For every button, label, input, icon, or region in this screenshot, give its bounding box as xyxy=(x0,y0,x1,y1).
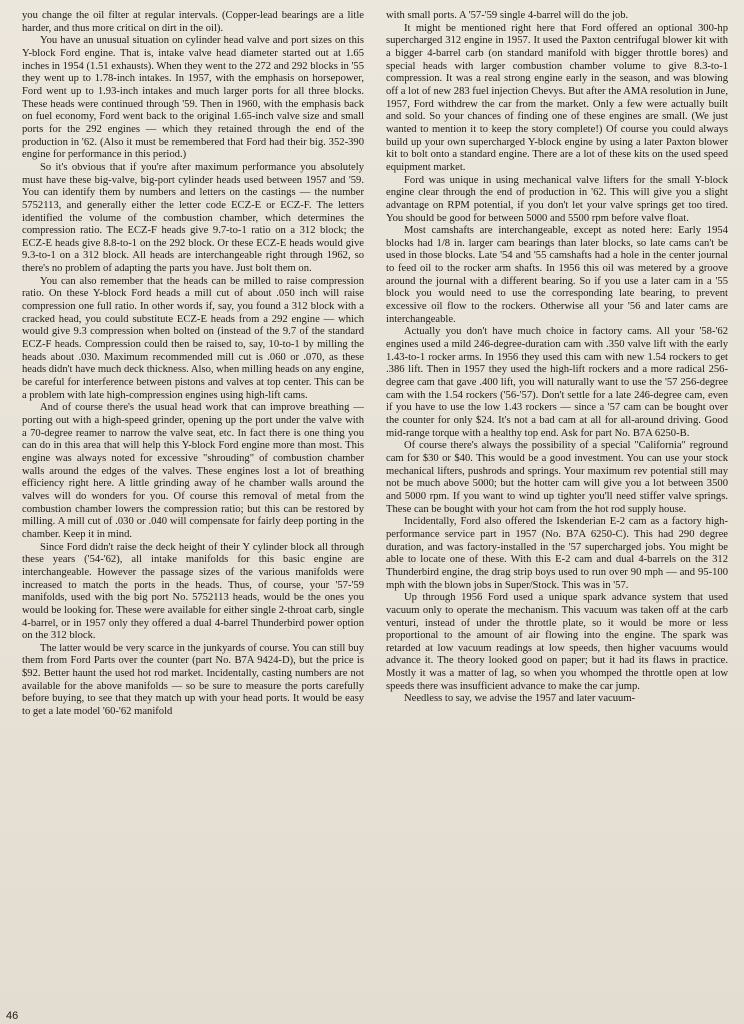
paragraph: Ford was unique in using mechanical valve lifters for the small Y-block engine clear through the end of production in '62. This will give you a slight advantage on RPM potential, if you don't let your valve springs get too tired. You should be good for between 5000 and 5500 rpm before valve float. xyxy=(386,174,728,224)
paragraph: Since Ford didn't raise the deck height of their Y cylinder block all through these years ('54-'62), all intake manifolds for this basic engine are interchangeable. However the passage sizes of the various manifolds were increased to match the ports in the heads. Thus, of course, your '57-'59 manifolds, used with the big port No. 5752113 heads, would be the ones you would be looking for. These were available for either single 2-throat carb, single 4-barrel, or in 1957 only they offered a dual 4-barrel Thunderbird power option on the 312 block. xyxy=(22,541,364,642)
paragraph: with small ports. A '57-'59 single 4-barrel will do the job. xyxy=(386,10,629,21)
paragraph: It might be mentioned right here that Ford offered an optional 300-hp supercharged 312 engine in 1957. It used the Paxton centrifugal blower kit with a bigger 4-barrel carb (on standard manifold with bigger throttle bores) and special heads with larger combustion chamber volume to give 8.3-to-1 compression. It was a real strong engine early in the season, and was blowing off a lot of new 283 fuel injection Chevys. But after the AMA resolution in June, 1957, Ford withdrew the car from the market. Only a few were actually built and sold. So your chances of finding one of these engines are small. (We just wanted to mention it to keep the story complete!) Of course you could always build up your own supercharged Y-block engine by using a later Paxton blower kit to bolt onto a standard engine. There are a lot of these kits on the used speed equipment market. xyxy=(386,22,728,173)
paragraph: The latter would be very scarce in the junkyards of course. You can still buy them from Ford Parts over the counter (part No. B7A 9424-D), but the price is $92. Better haunt the used hot rod market. Incidentally, casting numbers are not available for the above manifolds — so be sure to measure the ports carefully before buying, to see that they match up with your head ports. It would be easy to get a late model '60-'62 manifold xyxy=(22,642,364,718)
paragraph: Needless to say, we advise the 1957 and later vacuum- xyxy=(404,693,636,705)
paragraph: you change the oil filter at regular intervals. (Copper-lead bearings are a litle harder, and thus more critical on dirt in the oil). xyxy=(22,10,364,34)
paragraph: You can also remember that the heads can be milled to raise compression ratio. On these Y-block Ford heads a mill cut of about .050 inch will raise compression one full ratio. In other words if, say, you found a 312 block with a cracked head, you could substitute ECZ-E heads from a 292 engine — which would give 9.3 compression when bolted on (instead of the 9.7 of the standard ECZ-F heads. Compression could then be raised to, say, 10-to-1 by milling the heads about .030. Maximum recommended mill cut is .060 or .070, as these heads didn't have much deck thickness. Also, when milling heads on any engine, be careful for interference between pistons and valves at top center. This can be a problem with late high-compression engines using high-lift cams. xyxy=(22,275,364,401)
paragraph: And of course there's the usual head work that can improve breathing — porting out with a high-speed grinder, opening up the port under the valve with a 70-degree reamer to narrow the valve seat, etc. In fact there is one thing you can do in this area that will help this Y-block Ford engine more than most. This engine was always noted for excessive "shrouding" of combustion chamber walls around the edges of the valves. These engines lost a lot of breathing efficiency right here. A little grinding away of he chamber walls around the valves will do wonders for you. Of course this removal of metal from the combustion chamber lowers the compression ratio; but this can be restored by milling. A mill cut of .030 or .040 will compensate for fairly deep porting in the chamber. Keep it in mind. xyxy=(22,402,364,540)
left-column xyxy=(22,10,364,719)
paragraph: Actually you don't have much choice in factory cams. All your '58-'62 engines used a mild 246-degree-duration cam with .350 valve lift with the early 1.43-to-1 rocker arms. In 1956 they used this cam with new 1.54 rockers to get .386 lift. Then in 1957 they used the high-lift rockers and a more radical 256-degree cam that gave .400 lift, you will naturally want to use the '57 256-degree cam with the 1.54 rockers ('56-'57). Don't settle for a late 246-degree cam, even if you have to use the low 1.43 rockers — since a '57 cam can be bought over the counter for only $24. It's not a bad cam at all for all-around driving. Good mid-range torque with a healthy top end. Ask for part No. B7A 6250-B. xyxy=(386,326,728,439)
paragraph: Of course there's always the possibility of a special "California" reground cam for $30 or $40. This would be a good investment. You can use your stock mechanical lifters, pushrods and springs. Your maximum rev potential still may not be much above 5000; but the hotter cam will give you a lot between 3500 and 5000 rpm. If you want to wind up tighter you'll need stiffer valve springs. These can be bought with your hot cam from the hot rod supply house. xyxy=(386,440,728,515)
paragraph: Most camshafts are interchangeable, except as noted here: Early 1954 blocks had 1/8 in. larger cam bearings than later blocks, so late cams can't be used in those blocks. Late '54 and '55 camshafts had a hole in the center journal to feed oil to the rocker arm shafts. In 1956 this oil was metered by a groove around the journal with a different bearing. So if you use a later cam in a '55 block you would need to use the corresponding late bearing, to prevent excessive oil flow to the rockers. Otherwise all your '56 and later cams are interchangeable. xyxy=(386,225,728,325)
paragraph: You have an unusual situation on cylinder head valve and port sizes on this Y-block Ford engine. That is, intake valve head diameter started out at 1.65 inches in 1954 (1.51 exhausts). When they went to the 272 and 292 blocks in '55 they went up to 1.78-inch intakes. In 1957, with the emphasis on horsepower, Ford went up to 1.93-inch intakes and much larger ports for all three blocks. These heads were continued through '59. Then in 1960, with the emphasis back on fuel economy, Ford went back to the original 1.65-inch valve size and small ports for the 292 engines — which they retained through the end of the production in '62. (Also it must be remembered that Ford had their big. 352-390 engine for performance in this period.) xyxy=(22,35,364,161)
page-number: 46 xyxy=(6,1010,19,1022)
right-column xyxy=(386,10,728,706)
paragraph: Incidentally, Ford also offered the Iskenderian E-2 cam as a factory high-performance service part in 1957 (No. B7A 6250-C). This had 290 degree duration, and was factory-installed in the '57 supercharged jobs. You might be able to locate one of these. With this E-2 cam and dual 4-barrels on the 312 Thunderbird engine, the drag strip boys used to run over 90 mph — and 95-100 mph with the blown jobs in Super/Stock. This was in '57. xyxy=(386,516,728,591)
paragraph: Up through 1956 Ford used a unique spark advance system that used vacuum only to operate the mechanism. This vacuum was taken off at the carb venturi, instead of under the throttle plate, so it would be more or less proportional to the amount of air flowing into the engine. The spark was retarded at low vacuum readings at low speeds, then higher vacuums would advance it. The theory looked good on paper; but it had its flaws in practice. Mostly it was a matter of lag, so when you whomped the throttle open at low speeds there was insufficient advance to make the car jump. xyxy=(386,592,728,692)
paragraph: So it's obvious that if you're after maximum performance you absolutely must have these big-valve, big-port cylinder heads used between 1957 and '59. You can identify them by numbers and letters on the castings — the number 5752113, and generally either the letter code ECZ-E or ECZ-F. The letters identified the volume of the combustion chamber, which determines the compression ratio. The ECZ-F heads give 9.7-to-1 ratio on a 312 block; the ECZ-E heads give 8.8-to-1 on the 292 block. Or these ECZ-E heads would give 9.3-to-1 on a 312 block. All heads are interchangeable right through 1962, so there's no problem of adapting the parts you have. Just bolt them on. xyxy=(22,161,364,275)
